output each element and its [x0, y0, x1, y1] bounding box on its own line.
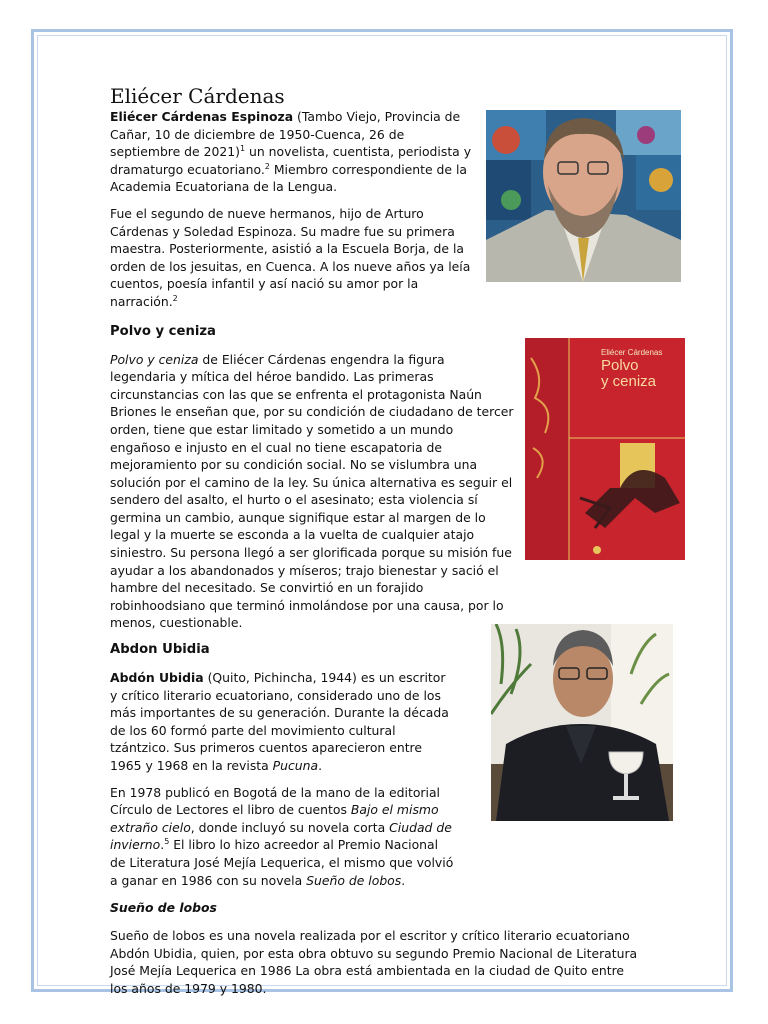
- abdon-p2-d: El libro lo hizo acreedor al Premio Nacional de Literatura José Mejía Lequerica, el mismo que volvió a ganar en 1986 con su novela: [110, 837, 454, 888]
- sueno-section: [110, 927, 640, 997]
- cover-title-line1: Polvo: [601, 357, 639, 374]
- abdon-name: Abdón Ubidia: [110, 670, 204, 686]
- polvo-text: de Eliécer Cárdenas engendra la figura legendaria y mítica del héroe bandido. Las primeras circunstancias con las que se enfrenta el protagonista Naún Briones le enseñan que, por su condición de ciudadano de tercer orden, tiene que estar limitado y sometido a un mundo engañoso e injusto en el cual no tiene escapatoria de mejoramiento por su condición social. No se vislumbra una solución por el camino de la ley. Su única alternativa es seguir el sendero del asalto, el hurto o el asesinato; esta violencia sí germina un cambio, aunque signifique estar al margen de lo legal y la muerte se esconda a la vuelta de cualquier atajo siniestro. Su persona llegó a ser glorificada porque su misión fue ayudar a los abandonados y míseros; trajo bienestar y sació el hambre del necesitado. Se convirtió en un forajido robinhoodsiano que terminó inmolándose por una causa, por lo menos, cuestionable.: [110, 351, 514, 631]
- abdon-p1-text: (Quito, Pichincha, 1944) es un escritor y crítico literario ecuatoriano, considerado uno de los más importantes de su generación. Durante la década de los 60 formó parte del movimiento cultural tzántzico. Sus primeros cuentos aparecieron entre 1965 y 1968 en la revista: [110, 670, 449, 773]
- abdon-p2-italic2: Ciudad de invierno: [110, 819, 452, 853]
- footnote-ref[interactable]: 2: [172, 293, 178, 303]
- abdon-p2-b: , donde incluyó su novela corta: [190, 819, 390, 835]
- abdon-p1-italic: Pucuna: [272, 758, 319, 773]
- abdon-paragraph-1: [110, 669, 456, 775]
- document-content: [110, 84, 685, 998]
- sueno-paragraph: Sueño de lobos es una novela realizada por el escritor y crítico literario ecuatoriano Abdón Ubidia, quien, por esta obra obtuvo su segundo Premio Nacional de Literatura José Mejía Lequerica en 1986 La obra está ambientada en la ciudad de Quito entre los años de 1979 y 1980.: [110, 928, 638, 996]
- abdon-p2-e: .: [401, 872, 406, 888]
- abdon-p2-italic3: Sueño de lobos: [306, 872, 402, 888]
- abdon-p1-end: .: [318, 758, 323, 773]
- abdon-p2-italic1: Bajo el mismo extraño cielo: [110, 802, 439, 835]
- bio-p1-text3: Miembro correspondiente de la Academia Ecuatoriana de la Lengua.: [110, 161, 467, 195]
- bio-p2-text: Fue el segundo de nueve hermanos, hijo de Arturo Cárdenas y Soledad Espinoza. Su madre fue su primera maestra. Posteriormente, asistió a la Escuela Borja, de la orden de los jesuitas, en Cuenca. A los nueve años ya leía cuentos, poesía infantil y así nació su amor por la narración.: [110, 205, 471, 309]
- bio-paragraph-1: [110, 108, 474, 196]
- cover-author: Eliécer Cárdenas: [601, 348, 663, 357]
- footnote-ref[interactable]: 2: [264, 161, 270, 171]
- bio-section: [110, 108, 474, 311]
- abdon-p2-c: .: [160, 837, 165, 853]
- polvo-italic-title: Polvo y ceniza: [110, 351, 199, 367]
- abdon-section: [110, 669, 456, 889]
- abdon-p2-a: En 1978 publicó en Bogotá de la mano de la editorial Círculo de Lectores el libro de cuentos: [110, 784, 441, 818]
- abdon-heading: Abdon Ubidia: [110, 642, 210, 658]
- bio-p1-text: (Tambo Viejo, Provincia de Cañar, 10 de diciembre de 1950-Cuenca, 26 de septiembre de 2021): [110, 109, 461, 160]
- cover-title-line2: y ceniza: [601, 373, 657, 390]
- bio-name: Eliécer Cárdenas Espinoza: [110, 109, 294, 124]
- bio-paragraph-2: [110, 205, 474, 311]
- sueno-heading: Sueño de lobos: [110, 900, 217, 916]
- polvo-heading: Polvo y ceniza: [110, 323, 216, 339]
- bio-p1-text2: un novelista, cuentista, periodista y dramaturgo ecuatoriano.: [110, 144, 472, 177]
- polvo-section: [110, 351, 514, 633]
- footnote-ref[interactable]: 1: [239, 144, 246, 154]
- abdon-paragraph-2: [110, 784, 456, 890]
- footnote-ref[interactable]: 5: [164, 837, 170, 847]
- polvo-paragraph: [110, 351, 514, 633]
- page-title: Eliécer Cárdenas: [110, 84, 285, 108]
